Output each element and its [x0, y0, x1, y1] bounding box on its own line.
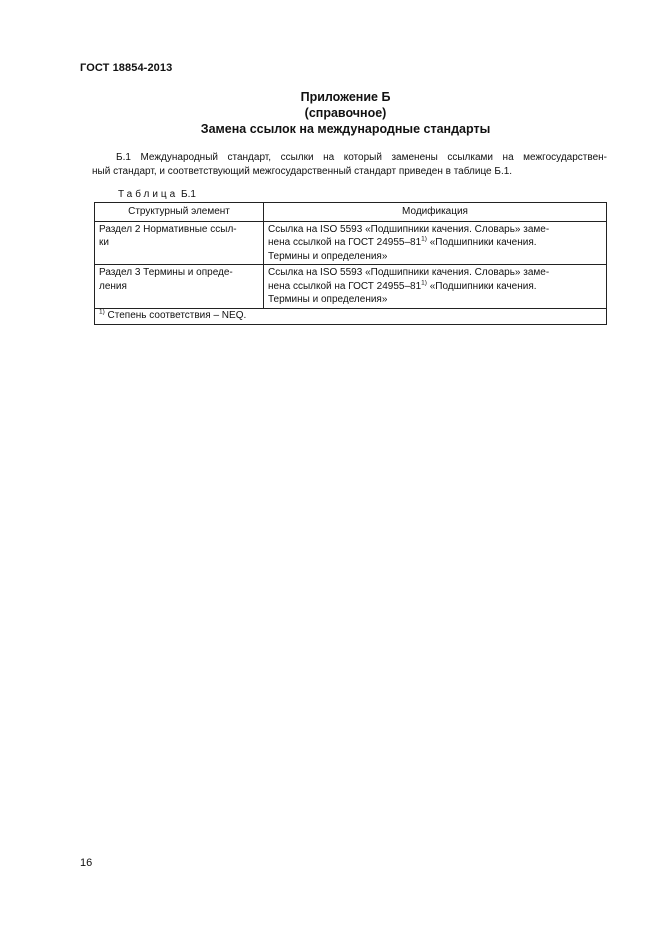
- footnote-reference: 1): [421, 235, 427, 243]
- appendix-status: (справочное): [304, 106, 387, 120]
- table-footnote: [95, 308, 607, 325]
- intro-paragraph: [92, 151, 607, 179]
- modification-text-line: «Подшипники качения.: [426, 237, 537, 248]
- modification-text-line: нена ссылкой на ГОСТ 24955–81: [268, 280, 422, 292]
- modification-text-line: Термины и определения»: [268, 250, 388, 262]
- element-cell: [95, 221, 264, 265]
- appendix-heading: Замена ссылок на международные стандарты: [200, 122, 491, 136]
- table-header-row: [95, 203, 607, 222]
- modification-text-line: Термины и определения»: [268, 294, 388, 305]
- table-caption-word: Таблица: [118, 189, 179, 200]
- document-code: ГОСТ 18854-2013: [80, 62, 173, 74]
- page-number: 16: [80, 857, 93, 869]
- column-header-modification: Модификация: [264, 203, 607, 222]
- modification-cell: [264, 221, 607, 265]
- footnote-reference: 1): [421, 279, 427, 287]
- element-text-line: Раздел 2 Нормативные ссыл-: [99, 223, 237, 235]
- modification-cell: [264, 265, 607, 309]
- table-row: [95, 265, 607, 309]
- table-footnote-row: [95, 308, 607, 325]
- table-caption-number: Б.1: [181, 189, 196, 200]
- paragraph-line-2: ный стандарт, и соответствующий межгосударственный стандарт приведен в таблице Б.1.: [92, 166, 513, 177]
- references-table: [94, 202, 607, 325]
- element-text-line: Раздел 3 Термины и опреде-: [99, 267, 233, 278]
- element-cell: [95, 265, 264, 309]
- modification-text-line: Ссылка на ISO 5593 «Подшипники качения. Словарь» заме-: [268, 267, 550, 278]
- element-text-line: ления: [99, 280, 127, 292]
- paragraph-line-1: Б.1 Международный стандарт, ссылки на который заменены ссылками на межгосударствен-: [116, 152, 607, 163]
- modification-text-line: нена ссылкой на ГОСТ 24955–81: [268, 237, 422, 248]
- footnote-text: Степень соответствия – NEQ.: [104, 309, 247, 321]
- column-header-element: Структурный элемент: [95, 203, 264, 222]
- appendix-title: Приложение Б: [300, 90, 391, 104]
- table-caption: [118, 189, 196, 200]
- modification-text-line: «Подшипники качения.: [426, 280, 537, 292]
- element-text-line: ки: [99, 237, 109, 248]
- footnote-mark: 1): [99, 308, 105, 316]
- table-row: [95, 221, 607, 265]
- modification-text-line: Ссылка на ISO 5593 «Подшипники качения. Словарь» заме-: [268, 223, 550, 235]
